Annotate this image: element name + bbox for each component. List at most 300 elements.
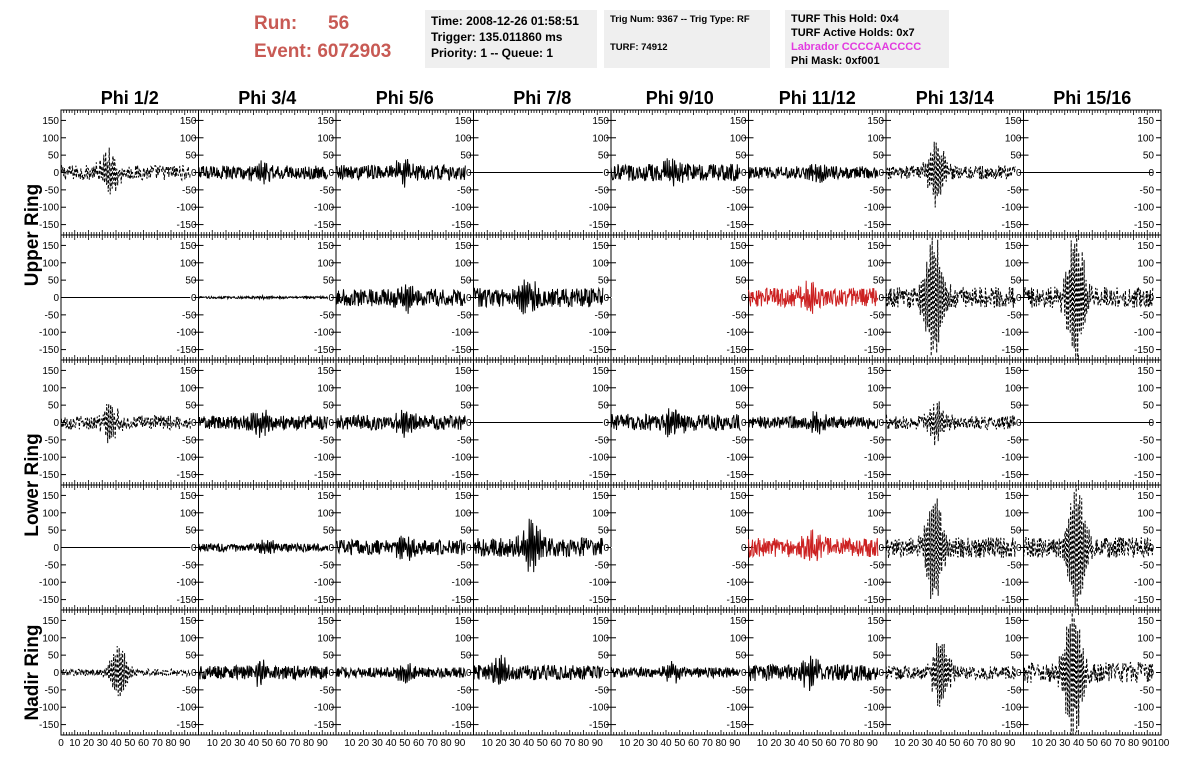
y-tick-label: -50 [869, 685, 884, 697]
waveform-trace [199, 410, 328, 438]
y-tick-label: 0 [328, 293, 334, 304]
y-tick-label: 100 [729, 258, 747, 270]
y-tick-label: 150 [1137, 240, 1154, 252]
y-tick-label: -50 [182, 435, 197, 447]
y-tick-label: 150 [1004, 615, 1022, 627]
y-tick-label: 150 [867, 115, 884, 127]
y-tick-label: 50 [1142, 525, 1154, 537]
y-tick-label: 100 [1004, 508, 1022, 520]
y-tick-label: 0 [1148, 668, 1154, 679]
y-tick-label: 0 [328, 668, 334, 679]
y-tick-label: -100 [313, 327, 334, 339]
y-tick-label: -100 [313, 452, 334, 464]
y-tick-label: 0 [878, 168, 884, 179]
y-tick-label: -100 [38, 452, 59, 464]
y-tick-label: 150 [729, 240, 747, 252]
y-tick-label: 150 [317, 490, 334, 502]
y-tick-label: 150 [317, 615, 334, 627]
y-tick-label: -150 [176, 345, 197, 357]
y-tick-label: 50 [872, 150, 884, 162]
y-tick-label: 50 [1010, 275, 1022, 287]
y-tick-label: -100 [588, 452, 609, 464]
run-label: Run: [254, 13, 298, 34]
y-tick-label: 50 [597, 650, 609, 662]
waveform-trace [1024, 235, 1153, 360]
y-tick-label: 150 [729, 365, 747, 377]
y-tick-label: 100 [317, 133, 334, 145]
y-tick-label: 150 [592, 115, 609, 127]
ring-label: Nadir Ring [22, 624, 43, 721]
y-tick-label: 0 [1148, 418, 1154, 429]
y-tick-label: 150 [179, 490, 197, 502]
y-tick-label: 150 [42, 615, 59, 627]
y-tick-label: 100 [454, 133, 472, 145]
y-tick-label: -50 [319, 560, 334, 572]
y-tick-label: -150 [726, 345, 747, 357]
y-tick-label: 50 [460, 525, 472, 537]
y-tick-label: 150 [317, 115, 334, 127]
y-tick-label: 150 [1137, 115, 1154, 127]
y-tick-label: -100 [726, 327, 747, 339]
y-tick-label: -150 [313, 595, 334, 607]
y-tick-label: 100 [592, 258, 609, 270]
y-tick-label: -50 [457, 310, 472, 322]
y-tick-label: 50 [1010, 400, 1022, 412]
y-tick-label: -50 [319, 310, 334, 322]
phi-mask-text: Phi Mask: 0xf001 [791, 55, 880, 67]
y-tick-label: 150 [867, 365, 884, 377]
y-tick-label: -50 [732, 310, 747, 322]
y-tick-label: -150 [726, 470, 747, 482]
y-tick-label: -100 [726, 702, 747, 714]
column-title: Phi 11/12 [778, 88, 856, 108]
y-tick-label: -100 [726, 577, 747, 589]
y-tick-label: 100 [42, 383, 59, 395]
y-tick-label: -100 [726, 202, 747, 214]
y-tick-label: 100 [592, 133, 609, 145]
y-tick-label: 50 [735, 150, 747, 162]
column-title: Phi 13/14 [915, 88, 994, 108]
y-tick-label: 100 [42, 633, 59, 645]
y-tick-label: -50 [594, 435, 609, 447]
y-tick-label: -150 [588, 220, 609, 232]
y-tick-label: -150 [863, 720, 884, 732]
y-tick-label: -100 [38, 577, 59, 589]
y-tick-label: 0 [53, 668, 59, 679]
y-tick-label: 100 [1137, 633, 1154, 645]
y-tick-label: 50 [597, 275, 609, 287]
y-tick-label: 50 [1010, 150, 1022, 162]
y-tick-label: -50 [182, 685, 197, 697]
y-tick-label: -150 [863, 470, 884, 482]
y-tick-label: 0 [465, 543, 472, 554]
waveform-trace [474, 519, 603, 572]
y-tick-label: 150 [179, 365, 197, 377]
y-tick-label: 0 [190, 668, 197, 679]
y-tick-label: -100 [863, 577, 884, 589]
y-tick-label: 50 [322, 650, 334, 662]
y-tick-label: 50 [1010, 650, 1022, 662]
y-tick-label: -50 [457, 560, 472, 572]
y-tick-label: 0 [465, 668, 472, 679]
y-tick-label: 50 [460, 400, 472, 412]
trigger-text: Trigger: 135.011860 ms [431, 30, 563, 44]
waveform-trace [749, 164, 878, 183]
y-tick-label: 100 [42, 258, 59, 270]
y-tick-label: 0 [190, 293, 197, 304]
y-tick-label: -150 [863, 220, 884, 232]
y-tick-label: -50 [1007, 310, 1022, 322]
y-tick-label: 100 [1004, 258, 1022, 270]
y-tick-label: -50 [1007, 685, 1022, 697]
priority-text: Priority: 1 -- Queue: 1 [431, 46, 554, 60]
y-tick-label: -50 [594, 185, 609, 197]
y-tick-label: 150 [179, 240, 197, 252]
y-tick-label: -50 [182, 560, 197, 572]
y-tick-label: -150 [451, 595, 472, 607]
y-tick-label: 0 [328, 543, 334, 554]
y-tick-label: 0 [1148, 293, 1154, 304]
waveform-trace [61, 404, 190, 443]
y-tick-label: 100 [1137, 383, 1154, 395]
y-tick-label: -150 [863, 345, 884, 357]
y-tick-label: -150 [451, 220, 472, 232]
y-tick-label: -50 [44, 185, 59, 197]
y-tick-label: 150 [179, 115, 197, 127]
y-tick-label: -50 [457, 185, 472, 197]
y-tick-label: -100 [313, 702, 334, 714]
y-tick-label: 150 [42, 490, 59, 502]
y-tick-label: 0 [1015, 668, 1022, 679]
y-tick-label: 0 [1148, 543, 1154, 554]
y-tick-label: -150 [38, 220, 59, 232]
y-tick-label: -50 [182, 310, 197, 322]
y-tick-label: 150 [454, 490, 472, 502]
y-tick-label: -50 [44, 560, 59, 572]
waveform-trace [749, 656, 878, 691]
y-tick-label: -150 [38, 720, 59, 732]
y-tick-label: -50 [869, 310, 884, 322]
y-tick-label: -100 [451, 577, 472, 589]
y-tick-label: 150 [729, 490, 747, 502]
waveform-trace [749, 411, 878, 434]
y-tick-label: 0 [740, 543, 747, 554]
y-tick-label: -100 [1133, 327, 1154, 339]
y-tick-label: 100 [1004, 633, 1022, 645]
y-tick-label: -50 [732, 685, 747, 697]
y-tick-label: -50 [319, 435, 334, 447]
y-tick-label: 100 [179, 133, 197, 145]
y-tick-label: -100 [588, 327, 609, 339]
waveform-trace [886, 238, 1015, 356]
y-tick-label: -50 [44, 685, 59, 697]
y-tick-label: -100 [313, 202, 334, 214]
y-tick-label: 150 [1137, 615, 1154, 627]
waveform-trace [199, 660, 328, 687]
y-tick-label: 100 [1004, 133, 1022, 145]
waveform-trace [336, 536, 465, 561]
y-tick-label: -150 [38, 470, 59, 482]
ring-label: Lower Ring [22, 433, 43, 537]
y-tick-label: 150 [1004, 240, 1022, 252]
y-tick-label: -50 [1139, 185, 1154, 197]
y-tick-label: 150 [42, 365, 59, 377]
waveform-trace [886, 401, 1015, 445]
trig-num-text: Trig Num: 9367 -- Trig Type: RF [610, 14, 750, 25]
y-tick-label: 150 [42, 115, 59, 127]
y-tick-label: 100 [317, 508, 334, 520]
y-tick-label: 50 [460, 275, 472, 287]
y-tick-label: 100 [867, 633, 884, 645]
waveform-trace [611, 661, 740, 684]
y-tick-label: -50 [457, 685, 472, 697]
event-value: 6072903 [317, 41, 392, 62]
y-tick-label: 50 [322, 150, 334, 162]
y-tick-label: 100 [317, 633, 334, 645]
y-tick-label: 150 [42, 240, 59, 252]
column-title: Phi 9/10 [645, 88, 714, 108]
y-tick-label: 100 [454, 383, 472, 395]
y-tick-label: -150 [726, 220, 747, 232]
y-tick-label: -150 [313, 470, 334, 482]
y-tick-label: 50 [872, 275, 884, 287]
y-tick-label: 0 [878, 293, 884, 304]
y-tick-label: 50 [322, 400, 334, 412]
y-tick-label: 50 [47, 525, 59, 537]
y-tick-label: 0 [53, 168, 59, 179]
y-tick-label: 50 [1142, 275, 1154, 287]
y-tick-label: 150 [867, 490, 884, 502]
y-tick-label: 50 [185, 275, 197, 287]
y-tick-label: -150 [313, 345, 334, 357]
y-tick-label: 50 [872, 525, 884, 537]
y-tick-label: -50 [732, 435, 747, 447]
turf-active-holds-text: TURF Active Holds: 0x7 [791, 27, 915, 39]
y-tick-label: 100 [1004, 383, 1022, 395]
y-tick-label: -50 [594, 685, 609, 697]
y-tick-label: 50 [872, 400, 884, 412]
y-tick-label: -150 [726, 595, 747, 607]
y-tick-label: -50 [182, 185, 197, 197]
y-tick-label: 100 [592, 383, 609, 395]
y-tick-label: -50 [1139, 685, 1154, 697]
waveform-trace [336, 284, 465, 313]
y-tick-label: -100 [863, 702, 884, 714]
y-tick-label: -100 [863, 327, 884, 339]
y-tick-label: -100 [38, 327, 59, 339]
y-tick-label: 0 [53, 418, 59, 429]
y-tick-label: -100 [1133, 577, 1154, 589]
y-tick-label: -50 [457, 435, 472, 447]
y-tick-label: 0 [603, 293, 609, 304]
labrador-text: Labrador CCCCAACCCC [791, 41, 922, 53]
y-tick-label: 150 [867, 615, 884, 627]
y-tick-label: 0 [1015, 543, 1022, 554]
y-tick-label: 50 [185, 525, 197, 537]
y-tick-label: 50 [460, 650, 472, 662]
y-tick-label: -50 [869, 560, 884, 572]
waveform-trace [886, 643, 1015, 707]
y-tick-label: 100 [42, 133, 59, 145]
y-tick-label: -150 [588, 720, 609, 732]
y-tick-label: 50 [322, 275, 334, 287]
y-tick-label: -50 [1007, 435, 1022, 447]
y-tick-label: 100 [42, 508, 59, 520]
y-tick-label: 100 [179, 633, 197, 645]
y-tick-label: -50 [319, 685, 334, 697]
y-tick-label: -150 [38, 345, 59, 357]
y-tick-label: -100 [451, 327, 472, 339]
y-tick-label: -150 [451, 720, 472, 732]
waveform-trace [749, 281, 878, 314]
y-tick-label: -100 [1001, 577, 1022, 589]
y-tick-label: 50 [735, 525, 747, 537]
y-tick-label: 50 [185, 650, 197, 662]
y-tick-label: -150 [1001, 220, 1022, 232]
y-tick-label: -100 [1001, 452, 1022, 464]
y-tick-label: -150 [863, 595, 884, 607]
y-tick-label: -150 [1001, 470, 1022, 482]
y-tick-label: 150 [1004, 365, 1022, 377]
y-tick-label: 0 [1015, 293, 1022, 304]
y-tick-label: 100 [867, 258, 884, 270]
y-tick-label: -100 [588, 702, 609, 714]
y-tick-label: -150 [451, 470, 472, 482]
y-tick-label: -150 [1001, 345, 1022, 357]
y-tick-label: -100 [176, 452, 197, 464]
y-tick-label: -50 [1139, 310, 1154, 322]
y-tick-label: 150 [1137, 490, 1154, 502]
y-tick-label: -150 [1133, 720, 1154, 732]
column-title: Phi 7/8 [513, 88, 572, 108]
waveform-trace [336, 410, 465, 438]
y-tick-label: -100 [588, 202, 609, 214]
waveform-trace [611, 408, 740, 437]
y-tick-label: 0 [328, 168, 334, 179]
y-tick-label: 0 [190, 543, 197, 554]
y-tick-label: 50 [322, 525, 334, 537]
waveform-trace [1024, 485, 1153, 610]
y-tick-label: 0 [740, 293, 747, 304]
y-tick-label: 0 [190, 418, 197, 429]
y-tick-label: 100 [454, 508, 472, 520]
waveform-trace [474, 655, 603, 685]
y-tick-label: 150 [179, 615, 197, 627]
y-tick-label: 0 [603, 668, 609, 679]
y-tick-label: 100 [729, 383, 747, 395]
y-tick-label: -150 [176, 220, 197, 232]
column-title: Phi 1/2 [100, 88, 159, 108]
y-tick-label: 0 [740, 168, 747, 179]
y-tick-label: 150 [592, 365, 609, 377]
y-tick-label: 150 [454, 115, 472, 127]
y-tick-label: -50 [869, 435, 884, 447]
y-tick-label: 100 [592, 508, 609, 520]
column-title: Phi 15/16 [1053, 88, 1132, 108]
y-tick-label: 50 [735, 275, 747, 287]
waveform-trace [336, 663, 465, 683]
waveform-trace [886, 499, 1015, 600]
y-tick-label: -50 [1139, 435, 1154, 447]
y-tick-label: -100 [1133, 202, 1154, 214]
y-tick-label: 150 [317, 240, 334, 252]
y-tick-label: 150 [317, 365, 334, 377]
y-tick-label: 50 [735, 400, 747, 412]
y-tick-label: 50 [47, 650, 59, 662]
y-tick-label: 100 [317, 258, 334, 270]
y-tick-label: 150 [592, 490, 609, 502]
y-tick-label: 50 [735, 650, 747, 662]
y-tick-label: 0 [1015, 418, 1022, 429]
y-tick-label: -100 [451, 702, 472, 714]
y-tick-label: 0 [740, 418, 747, 429]
y-tick-label: 150 [454, 615, 472, 627]
y-tick-label: -50 [1139, 560, 1154, 572]
y-tick-label: -100 [863, 452, 884, 464]
y-tick-label: -50 [44, 435, 59, 447]
column-title: Phi 3/4 [238, 88, 297, 108]
turf-this-hold-text: TURF This Hold: 0x4 [791, 13, 899, 25]
y-tick-label: 100 [179, 508, 197, 520]
y-tick-label: 100 [317, 383, 334, 395]
waveform-trace [886, 142, 1015, 208]
y-tick-label: 0 [740, 668, 747, 679]
y-tick-label: -100 [176, 202, 197, 214]
y-tick-label: -100 [451, 452, 472, 464]
y-tick-label: 0 [53, 293, 59, 304]
waveform-trace [199, 160, 328, 184]
y-tick-label: 0 [1015, 168, 1022, 179]
ring-label: Upper Ring [22, 183, 43, 287]
y-tick-label: -150 [176, 720, 197, 732]
y-tick-label: 150 [454, 365, 472, 377]
turf-number-text: TURF: 74912 [610, 42, 668, 53]
y-tick-label: 100 [179, 258, 197, 270]
y-tick-label: -100 [451, 202, 472, 214]
run-value: 56 [328, 13, 350, 34]
y-tick-label: 150 [867, 240, 884, 252]
y-tick-label: -150 [588, 595, 609, 607]
y-tick-label: -100 [1133, 702, 1154, 714]
y-tick-label: 50 [597, 400, 609, 412]
waveform-trace [336, 159, 465, 188]
y-tick-label: 0 [190, 168, 197, 179]
waveform-trace [61, 148, 190, 195]
y-tick-label: 50 [597, 150, 609, 162]
y-tick-label: 50 [185, 150, 197, 162]
y-tick-label: 100 [1137, 133, 1154, 145]
y-tick-label: 150 [454, 240, 472, 252]
y-tick-label: 0 [878, 543, 884, 554]
y-tick-label: -100 [588, 577, 609, 589]
y-tick-label: -150 [1133, 345, 1154, 357]
y-tick-label: 0 [878, 668, 884, 679]
y-tick-label: 150 [592, 240, 609, 252]
y-tick-label: -150 [588, 345, 609, 357]
y-tick-label: -100 [1001, 702, 1022, 714]
y-tick-label: 50 [1010, 525, 1022, 537]
y-tick-label: 100 [1137, 508, 1154, 520]
event-label: Event: [254, 41, 313, 62]
y-tick-label: -150 [176, 595, 197, 607]
y-tick-label: 100 [729, 633, 747, 645]
y-tick-label: -50 [1007, 560, 1022, 572]
y-tick-label: 0 [328, 418, 334, 429]
y-tick-label: -50 [594, 560, 609, 572]
y-tick-label: 50 [1142, 650, 1154, 662]
y-tick-label: 100 [592, 633, 609, 645]
y-tick-label: 100 [179, 383, 197, 395]
